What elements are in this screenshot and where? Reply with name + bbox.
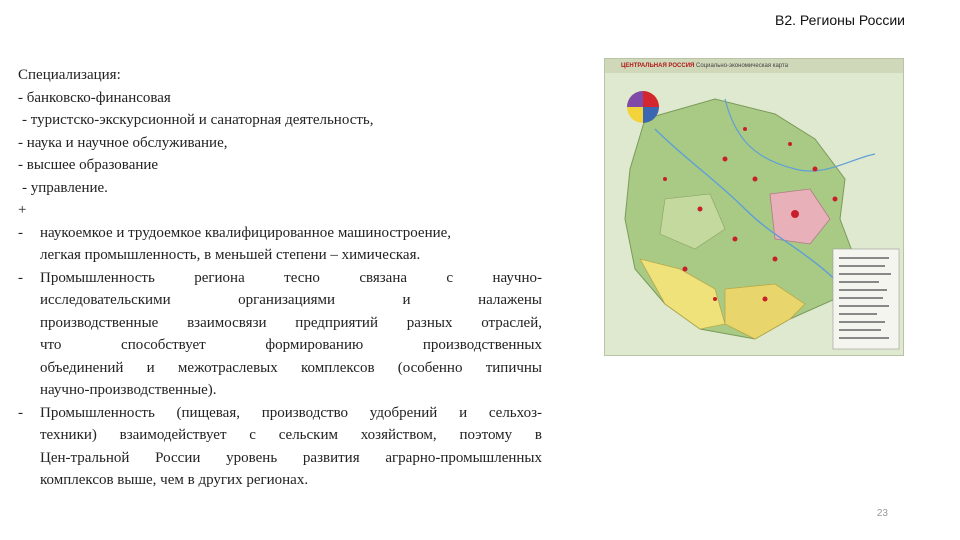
bullet-line: техники) взаимодействует с сельским хозяйством, поэтому в xyxy=(40,427,542,443)
list-item: - наука и научное обслуживание, xyxy=(18,134,228,151)
plus-sign: + xyxy=(18,202,27,218)
slide-title: В2. Регионы России xyxy=(775,12,905,28)
bullet-line: исследовательскими организациями и налажены xyxy=(40,292,542,308)
bullet-line: научно-производственные). xyxy=(40,382,217,398)
bullet-line: комплексов выше, чем в других регионах. xyxy=(40,472,309,488)
bullet-machine-building xyxy=(18,222,542,267)
page-number: 23 xyxy=(876,508,888,519)
bullet-line: Промышленность (пищевая, производство удобрений и сельхоз- xyxy=(40,404,542,421)
bullet-agro-industry xyxy=(18,402,542,492)
list-item: - туристско-экскурсионной и санаторная деятельность, xyxy=(22,112,374,128)
bullet-line: объединений и межотраслевых комплексов (особенно типичны xyxy=(40,359,542,376)
central-russia-map xyxy=(604,58,904,356)
bullet-line: наукоемкое и трудоемкое квалифицированное машиностроение, xyxy=(40,224,452,241)
bullet-line: Цен-тральной России уровень развития аграрно-промышленных xyxy=(40,449,542,466)
bullet-line: что способствует формированию производственных xyxy=(40,337,542,353)
bullet-industry-science xyxy=(18,267,542,402)
bullet-line: производственные взаимосвязи предприятий разных отраслей, xyxy=(40,314,542,331)
map-title: ЦЕНТРАЛЬНАЯ РОССИЯ xyxy=(621,63,695,69)
map-subtitle: Социально-экономическая карта xyxy=(695,63,789,69)
list-item: - управление. xyxy=(22,179,108,196)
specialization-heading: Специализация: xyxy=(18,67,121,83)
map-pie-chart xyxy=(627,91,659,123)
bullet-line: Промышленность региона тесно связана с научно- xyxy=(40,269,542,286)
list-item: - высшее образование xyxy=(18,157,159,173)
map-image xyxy=(605,59,903,355)
bullet-dash: - xyxy=(18,404,23,421)
list-item: - банковско-финансовая xyxy=(18,89,171,106)
map-header xyxy=(605,59,903,73)
bullet-line: легкая промышленность, в меньшей степени – химическая. xyxy=(40,247,421,263)
bullet-dash: - xyxy=(18,224,23,241)
bullet-dash: - xyxy=(18,269,23,286)
text-content xyxy=(18,64,542,492)
